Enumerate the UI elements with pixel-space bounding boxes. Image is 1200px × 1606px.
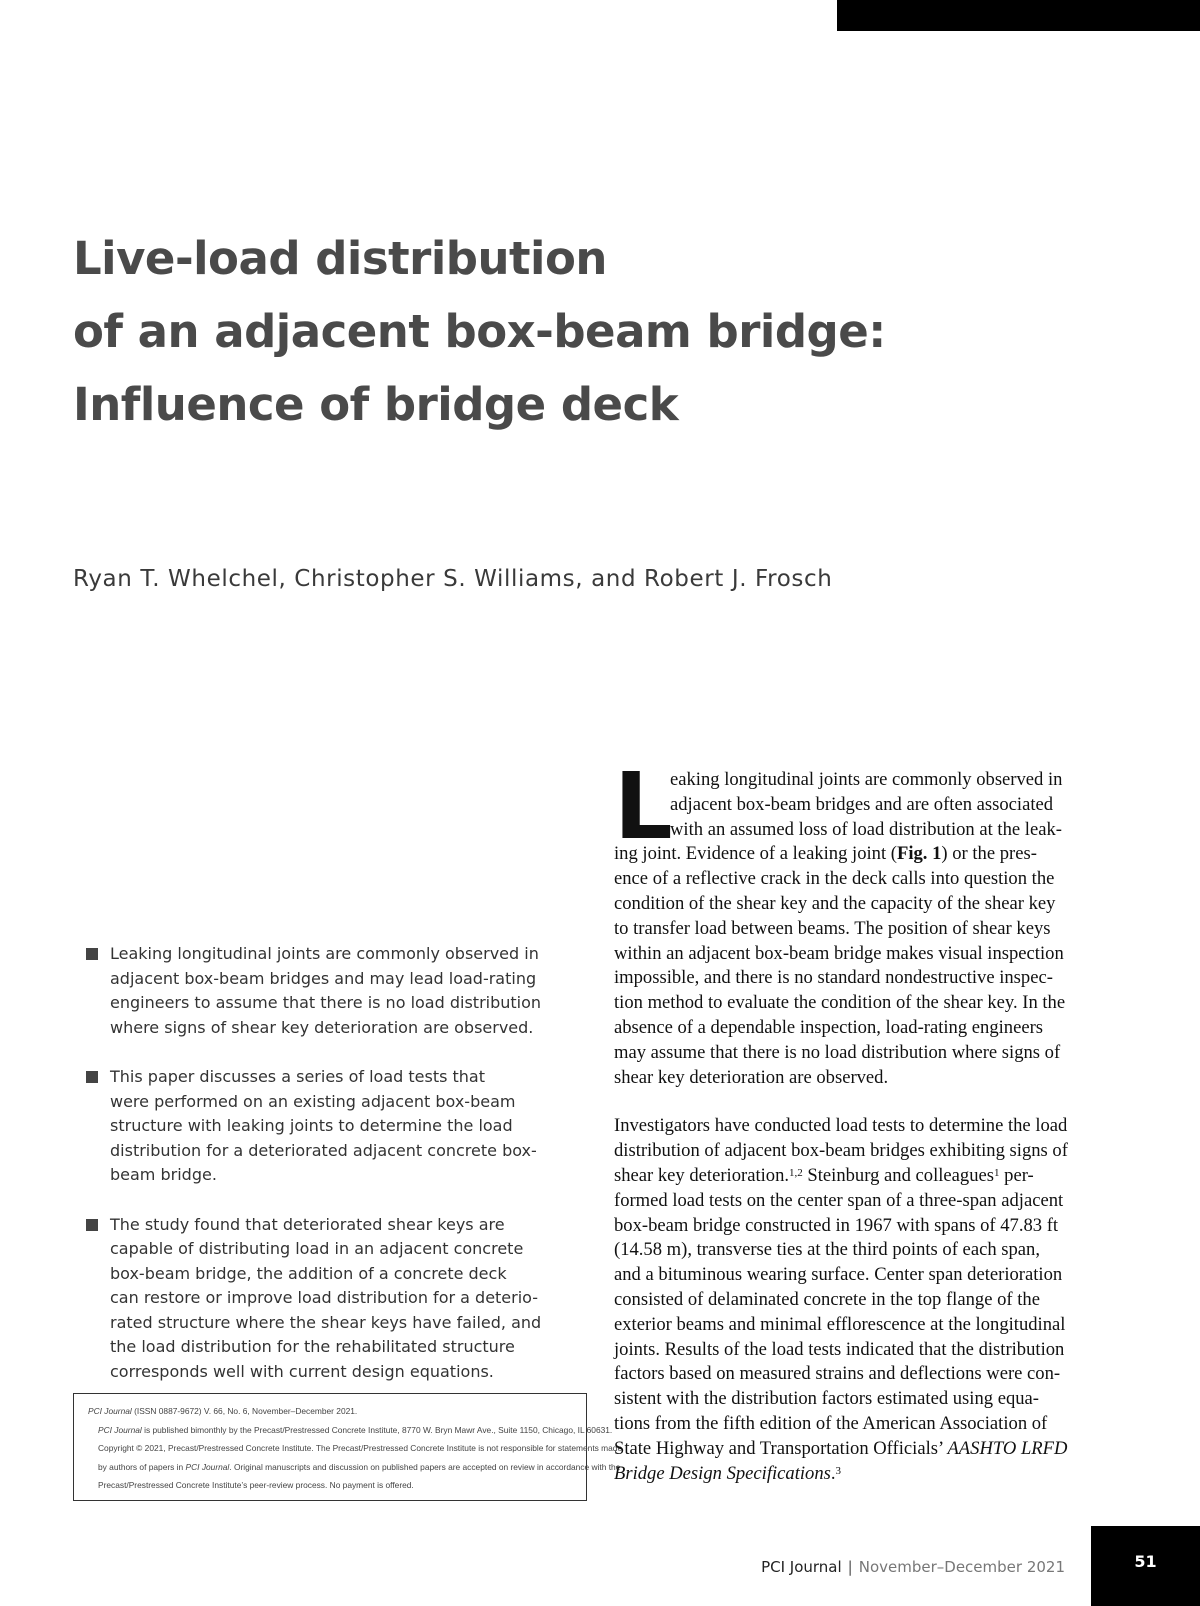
text-line: within an adjacent box-beam bridge makes visual inspection (614, 942, 1064, 964)
key-point (86, 1213, 591, 1385)
text-line: ing joint. Evidence of a leaking joint (Fig. 1) or the pres- (614, 843, 1037, 865)
key-point (86, 1065, 591, 1188)
text-line: consisted of delaminated concrete in the top flange of the (614, 1288, 1040, 1310)
author-list: Ryan T. Whelchel, Christopher S. Williams, and Robert J. Frosch (73, 566, 833, 592)
square-bullet-icon (86, 1219, 98, 1231)
text-line: with an assumed loss of load distribution at the leak- (670, 818, 1062, 840)
title-line-2: of an adjacent box-beam bridge: (73, 305, 886, 358)
text-line: may assume that there is no load distribution where signs of (614, 1041, 1061, 1063)
figure-reference[interactable]: Fig. 1 (896, 843, 942, 865)
title-line-3: Influence of bridge deck (73, 378, 679, 431)
text-line: Bridge Design Specifications.$^3$ (614, 1462, 842, 1484)
text-line: joints. Results of the load tests indicated that the distribution (614, 1338, 1065, 1360)
info-line: by authors of papers in PCI Journal. Original manuscripts and discussion on published papers are accepted on review in accordance with the (98, 1461, 621, 1472)
citation-superscript[interactable]: 1 (994, 1166, 1000, 1179)
text-line: distribution of adjacent box-beam bridges exhibiting signs of (614, 1140, 1068, 1162)
text-line: condition of the shear key and the capacity of the shear key (614, 892, 1056, 914)
citation-superscript[interactable]: 1,2 (789, 1166, 803, 1179)
text-line: exterior beams and minimal efflorescence at the longitudinal (614, 1313, 1066, 1335)
footer-issue-date: November–December 2021 (858, 1558, 1065, 1576)
key-points-list (86, 942, 591, 1409)
info-line: PCI Journal (ISSN 0887-9672) V. 66, No. 6, November–December 2021. (88, 1406, 358, 1416)
text-line: to transfer load between beams. The position of shear keys (614, 917, 1051, 939)
info-line: Precast/Prestressed Concrete Institute’s peer-review process. No payment is offered. (98, 1480, 414, 1490)
text-line: box-beam bridge constructed in 1967 with spans of 47.83 ft (614, 1214, 1059, 1236)
text-line: ence of a reflective crack in the deck calls into question the (614, 868, 1055, 890)
publication-info-box (73, 1393, 623, 1501)
title-line-1: Live-load distribution (73, 232, 607, 285)
paragraph-2 (614, 1114, 1119, 1486)
page-number-box (1091, 1526, 1200, 1606)
drop-cap: L (614, 753, 673, 860)
info-line: Copyright © 2021, Precast/Prestressed Concrete Institute. The Precast/Prestressed Concrete Institute is not responsible for statements made (98, 1443, 623, 1453)
text-line: factors based on measured strains and deflections were con- (614, 1363, 1061, 1385)
text-line: adjacent box-beam bridges and are often associated (670, 793, 1054, 815)
text-line: absence of a dependable inspection, load-rating engineers (614, 1016, 1044, 1038)
citation-superscript[interactable]: 3 (835, 1464, 842, 1477)
text-line: (14.58 m), transverse ties at the third points of each span, (614, 1239, 1040, 1261)
info-line: PCI Journal is published bimonthly by the Precast/Prestressed Concrete Institute, 8770 W. Bryn Mawr Ave., Suite 1150, Chicago, IL 60631. (98, 1424, 613, 1435)
text-line: sistent with the distribution factors estimated using equa- (614, 1388, 1039, 1410)
text-line: impossible, and there is no standard nondestructive inspec- (614, 967, 1053, 989)
key-point (86, 942, 591, 1040)
text-line: eaking longitudinal joints are commonly observed in (670, 769, 1063, 790)
text-line: and a bituminous wearing surface. Center span deterioration (614, 1264, 1063, 1286)
key-point-text: The study found that deteriorated shear keys are capable of distributing load in an adjacent concrete box-beam bridge, the addition of a concrete deck can restore or improve load distribution for a deterio- rated structure where the shear keys have failed, and the load distribution for the rehabilitated structure corresponds well with current design equations. (110, 1214, 542, 1381)
footer-journal-name: PCI Journal (761, 1558, 842, 1576)
text-line: shear key deterioration.$^{1,2}$ Steinburg and colleagues$^1$ per- (614, 1164, 1034, 1186)
text-line: Investigators have conducted load tests to determine the load (614, 1115, 1068, 1137)
body-text-column (614, 753, 1119, 1486)
square-bullet-icon (86, 948, 98, 960)
page-number: 51 (1134, 1552, 1157, 1571)
article-title (73, 222, 973, 441)
paragraph-1 (614, 753, 1119, 1090)
footer-separator: | (847, 1558, 853, 1576)
text-line: State Highway and Transportation Officials’ AASHTO LRFD (614, 1437, 1068, 1459)
text-line: tion method to evaluate the condition of the shear key. In the (614, 992, 1066, 1014)
key-point-text: This paper discusses a series of load tests that were performed on an existing adjacent box-beam structure with leaking joints to determine the load distribution for a deteriorated adjacent concrete box- beam bridge. (110, 1067, 537, 1184)
text-line: formed load tests on the center span of a three-span adjacent (614, 1189, 1064, 1211)
key-point-text: Leaking longitudinal joints are commonly observed in adjacent box-beam bridges and may lead load-rating engineers to assume that there is no load distribution where signs of shear key deterioration are observed. (110, 944, 542, 1037)
running-footer (761, 1558, 1065, 1576)
square-bullet-icon (86, 1071, 98, 1083)
text-line: tions from the fifth edition of the American Association of (614, 1412, 1048, 1434)
text-line: shear key deterioration are observed. (614, 1066, 889, 1088)
header-black-bar (837, 0, 1200, 31)
